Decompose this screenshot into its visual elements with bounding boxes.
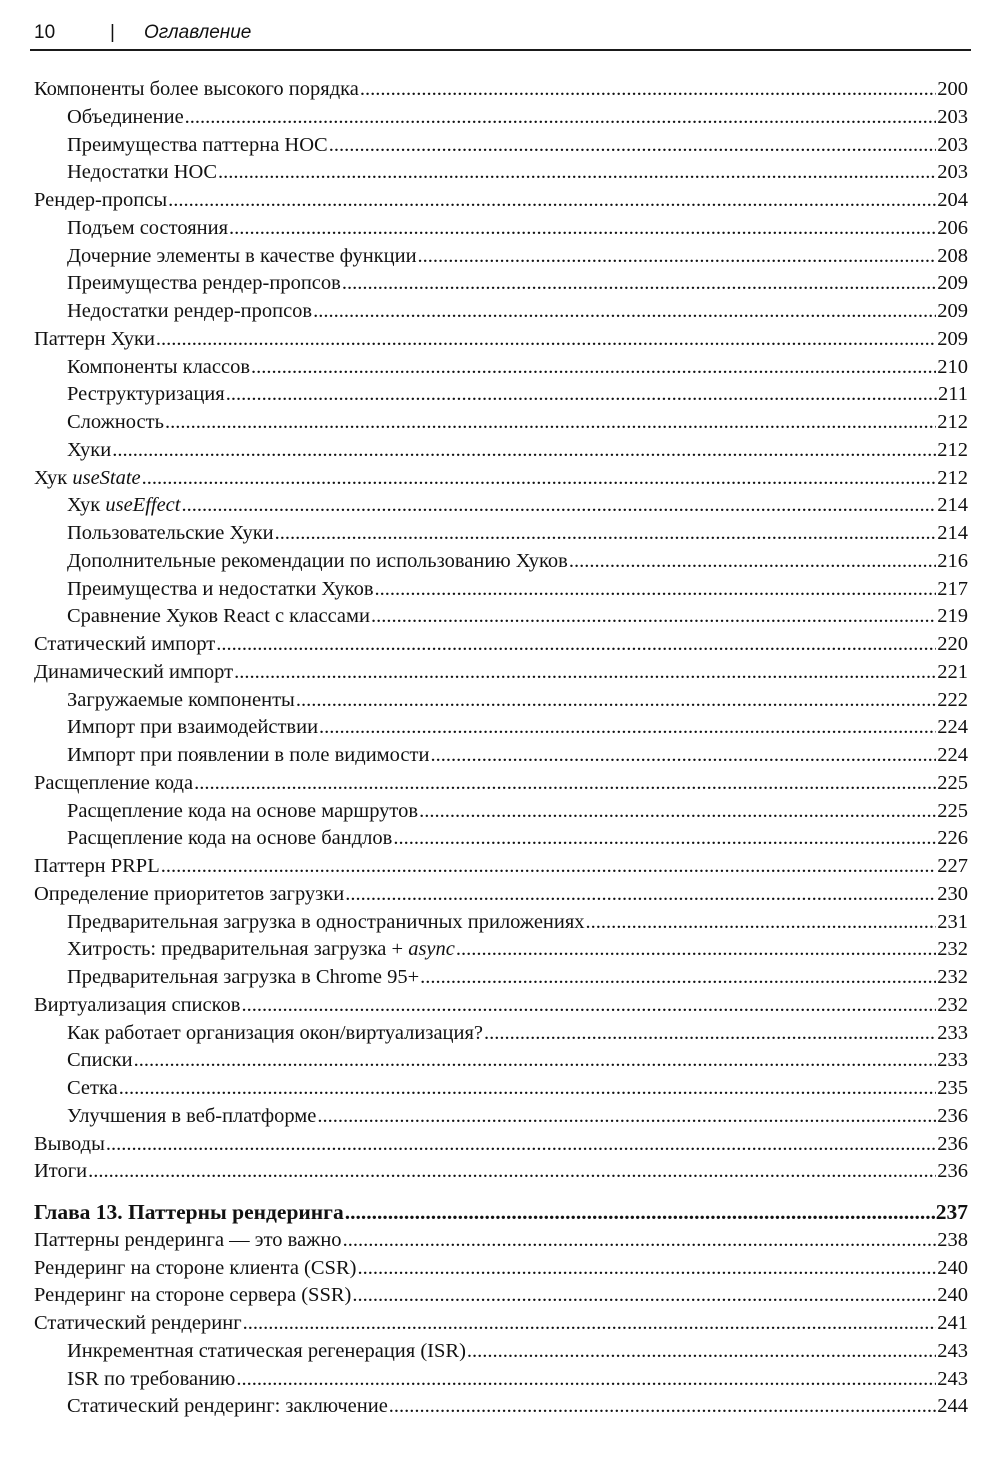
toc-entry[interactable] <box>34 825 968 853</box>
toc-entry-title: Списки <box>67 1049 133 1072</box>
toc-entry-page: 224 <box>937 716 968 739</box>
toc-entry[interactable] <box>34 1366 968 1394</box>
toc-entry-title: Подъем состояния <box>67 216 228 239</box>
toc-entry[interactable] <box>34 1103 968 1131</box>
toc-entry[interactable] <box>34 548 968 576</box>
toc-entry[interactable] <box>34 1131 968 1159</box>
toc-entry-title: Загружаемые компоненты <box>67 688 295 711</box>
toc-entry-page: 203 <box>937 133 968 156</box>
toc-leader-dots <box>420 964 936 992</box>
toc-leader-dots <box>194 770 936 798</box>
toc-entry[interactable] <box>34 659 968 687</box>
toc-entry-page: 204 <box>937 189 968 211</box>
toc-leader-dots <box>345 1199 935 1227</box>
section-title: Оглавление <box>144 22 252 43</box>
toc-leader-dots <box>216 631 936 659</box>
toc-entry-title: Определение приоритетов загрузки <box>34 882 345 905</box>
toc-leader-dots <box>430 742 936 770</box>
toc-entry-page: 237 <box>935 1200 968 1224</box>
toc-entry[interactable] <box>34 1338 968 1366</box>
toc-entry-title: Улучшения в веб-платформе <box>67 1104 317 1127</box>
toc-entry-title: Импорт при появлении в поле видимости <box>67 744 430 766</box>
toc-entry-title: Статический импорт <box>34 633 216 655</box>
toc-entry-title: Компоненты классов <box>67 355 251 378</box>
toc-entry-page: 236 <box>937 1104 968 1127</box>
toc-entry-page: 240 <box>937 1284 968 1307</box>
toc-entry[interactable] <box>34 492 968 520</box>
toc-entry-title: Сетка <box>67 1077 118 1099</box>
toc-leader-dots <box>418 243 937 271</box>
toc-entry-page: 227 <box>937 855 968 877</box>
toc-entry-title: Динамический импорт <box>34 660 234 683</box>
toc-entry-page: 200 <box>937 78 968 100</box>
toc-entry-page: 236 <box>937 1132 968 1155</box>
page-number: 10 <box>34 22 56 43</box>
toc-entry[interactable] <box>34 936 968 964</box>
toc-entry-title: Недостатки рендер-пропсов <box>67 300 313 322</box>
toc-entry-title: Преимущества паттерна HOC <box>67 133 328 156</box>
toc-entry-title: Паттерн PRPL <box>34 855 160 877</box>
toc-entry-page: 212 <box>937 411 968 433</box>
toc-entry-page: 203 <box>937 105 968 128</box>
toc-entry-page: 232 <box>937 938 968 961</box>
toc-leader-dots <box>226 381 937 409</box>
toc-entry[interactable] <box>34 742 968 770</box>
toc-entry[interactable] <box>34 326 968 354</box>
toc-leader-dots <box>241 992 936 1020</box>
toc-entry-title: Расщепление кода <box>34 771 194 794</box>
toc-entry[interactable] <box>34 1282 968 1310</box>
page-header <box>34 22 970 48</box>
toc-entry-page: 232 <box>937 993 968 1016</box>
toc-entry-title: Паттерны рендеринга — это важно <box>34 1228 342 1251</box>
toc-entry-title: Недостатки HOC <box>67 161 217 184</box>
toc-entry[interactable] <box>34 298 968 326</box>
toc-entry-title-text: Хук <box>34 466 73 489</box>
toc-entry-title: Итоги <box>34 1160 88 1183</box>
toc-leader-dots <box>467 1338 936 1366</box>
toc-leader-dots <box>106 1131 936 1159</box>
toc-leader-dots <box>181 492 936 520</box>
toc-entry[interactable] <box>34 76 968 104</box>
toc-entry-title: Сложность <box>67 411 164 433</box>
toc-leader-dots <box>156 326 936 354</box>
toc-entry-page: 225 <box>937 771 968 794</box>
toc-leader-dots <box>275 520 937 548</box>
toc-leader-dots <box>168 187 936 215</box>
toc-entry-page: 209 <box>937 272 968 295</box>
toc-entry-page: 206 <box>937 216 968 239</box>
toc-leader-dots <box>375 576 937 604</box>
toc-entry-page: 221 <box>937 660 968 683</box>
toc-entry-title: Расщепление кода на основе бандлов <box>67 827 393 850</box>
toc-entry-page: 238 <box>937 1228 968 1251</box>
toc-entry-page: 214 <box>937 522 968 544</box>
toc-entry-page: 243 <box>937 1367 968 1390</box>
toc-entry-title: Дочерние элементы в качестве функции <box>67 244 417 267</box>
toc-leader-dots <box>161 853 937 881</box>
toc-entry[interactable] <box>34 576 968 604</box>
toc-entry-title-code: async <box>408 938 455 961</box>
toc-leader-dots <box>389 1393 936 1421</box>
toc-entry-page: 212 <box>937 438 968 461</box>
toc-entry-title: Преимущества рендер-пропсов <box>67 272 341 295</box>
toc-leader-dots <box>88 1158 936 1186</box>
toc-leader-dots <box>313 298 936 326</box>
toc-leader-dots <box>342 270 936 298</box>
toc-leader-dots <box>229 215 936 243</box>
toc-entry-title: Пользовательские Хуки <box>67 522 274 544</box>
toc-entry-page: 203 <box>937 161 968 184</box>
toc-entry[interactable] <box>34 520 968 548</box>
toc-entry-title-code: useState <box>72 466 141 489</box>
toc-entry-title <box>67 492 180 520</box>
toc-leader-dots <box>218 159 936 187</box>
toc-leader-dots <box>185 104 937 132</box>
toc-entry-title: Импорт при взаимодействии <box>67 716 319 739</box>
toc-entry-page: 230 <box>937 882 968 905</box>
toc-leader-dots <box>319 714 936 742</box>
toc-entry[interactable] <box>34 687 968 715</box>
toc-entry-page: 233 <box>937 1049 968 1072</box>
toc-entry-page: 236 <box>937 1160 968 1183</box>
toc-entry-page: 231 <box>937 910 968 933</box>
toc-entry-title: Выводы <box>34 1132 105 1155</box>
toc-entry[interactable] <box>34 881 968 909</box>
toc-leader-dots <box>251 354 936 382</box>
toc-entry-title: Рендеринг на стороне сервера (SSR) <box>34 1284 352 1307</box>
toc-entry-page: 210 <box>937 355 968 378</box>
toc-entry-page: 232 <box>937 966 968 988</box>
toc-entry-title: Инкрементная статическая регенерация (ISR) <box>67 1339 466 1362</box>
toc-entry-page: 243 <box>937 1339 968 1362</box>
toc-entry-title: Виртуализация списков <box>34 993 241 1016</box>
toc-entry-title-text: Хук <box>67 494 106 517</box>
toc-leader-dots <box>343 1227 937 1255</box>
toc-entry-title: Объединение <box>67 105 184 128</box>
toc-entry[interactable] <box>34 409 968 437</box>
toc-entry-page: 212 <box>937 466 968 489</box>
toc-entry-title-text: Хитрость: предварительная загрузка + <box>67 938 409 961</box>
toc-entry-page: 219 <box>937 605 968 628</box>
toc-entry-page: 208 <box>937 244 968 267</box>
toc-leader-dots <box>371 603 936 631</box>
toc-entry-title: Статический рендеринг: заключение <box>67 1395 388 1418</box>
toc-entry-title: Преимущества и недостатки Хуков <box>67 577 374 600</box>
toc-chapter-entry[interactable] <box>34 1199 968 1227</box>
toc-entry[interactable] <box>34 798 968 826</box>
toc-entry[interactable] <box>34 853 968 881</box>
toc-entry-title: Рендеринг на стороне клиента (CSR) <box>34 1256 357 1279</box>
toc-entry-page: 209 <box>937 327 968 350</box>
toc-leader-dots <box>234 659 936 687</box>
toc-entry-title: Статический рендеринг <box>34 1312 242 1334</box>
toc-leader-dots <box>329 132 937 160</box>
toc-entry[interactable] <box>34 270 968 298</box>
toc-leader-dots <box>243 1310 937 1338</box>
toc-leader-dots <box>360 76 936 104</box>
toc-entry-title: Предварительная загрузка в Chrome 95+ <box>67 966 420 988</box>
toc-entry-title <box>34 465 141 493</box>
toc-entry-page: 220 <box>937 633 968 655</box>
toc-entry-page: 241 <box>937 1312 968 1334</box>
toc-entry-title: Расщепление кода на основе маршрутов <box>67 799 419 822</box>
toc-entry[interactable] <box>34 631 968 659</box>
toc-entry[interactable] <box>34 437 968 465</box>
toc-leader-dots <box>586 909 937 937</box>
toc-entry[interactable] <box>34 992 968 1020</box>
toc-entry-page: 233 <box>937 1021 968 1044</box>
toc-entry-title: Рендер-пропсы <box>34 189 168 211</box>
toc-entry[interactable] <box>34 354 968 382</box>
toc-entry-title: Реструктуризация <box>67 383 225 406</box>
toc-leader-dots <box>296 687 936 715</box>
toc-entry-page: 214 <box>937 494 968 517</box>
toc-leader-dots <box>352 1282 936 1310</box>
toc-entry-title: Компоненты более высокого порядка <box>34 78 359 100</box>
toc-entry-title: Хуки <box>67 438 112 461</box>
toc-entry-page: 225 <box>937 799 968 822</box>
toc-entry[interactable] <box>34 603 968 631</box>
toc-entry[interactable] <box>34 215 968 243</box>
toc-entry[interactable] <box>34 1158 968 1186</box>
toc-entry-title: Глава 13. Паттерны рендеринга <box>34 1200 344 1224</box>
toc-entry-title-code: useEffect <box>105 494 181 517</box>
toc-leader-dots <box>484 1020 936 1048</box>
toc-entry[interactable] <box>34 1075 968 1103</box>
toc-entry[interactable] <box>34 1310 968 1338</box>
toc-leader-dots <box>569 548 936 576</box>
toc-leader-dots <box>134 1047 937 1075</box>
toc-entry[interactable] <box>34 714 968 742</box>
toc-entry-page: 209 <box>937 300 968 322</box>
toc-entry[interactable] <box>34 770 968 798</box>
toc-leader-dots <box>142 465 937 493</box>
toc-entry[interactable] <box>34 909 968 937</box>
toc-leader-dots <box>236 1366 936 1394</box>
toc-leader-dots <box>419 798 936 826</box>
toc-entry[interactable] <box>34 1393 968 1421</box>
toc-entry[interactable] <box>34 381 968 409</box>
toc-leader-dots <box>165 409 936 437</box>
toc-entry[interactable] <box>34 1227 968 1255</box>
toc-entry-page: 222 <box>937 688 968 711</box>
toc-entry-page: 211 <box>938 383 968 406</box>
toc-entry[interactable] <box>34 187 968 215</box>
toc-leader-dots <box>317 1103 936 1131</box>
header-rule <box>30 49 971 51</box>
toc-entry-title: Сравнение Хуков React с классами <box>67 605 370 628</box>
toc-entry-title: Дополнительные рекомендации по использованию Хуков <box>67 549 568 572</box>
toc-entry-page: 240 <box>937 1256 968 1279</box>
header-separator: | <box>110 22 115 43</box>
toc-entry[interactable] <box>34 104 968 132</box>
table-of-contents <box>34 76 968 1421</box>
toc-entry-page: 226 <box>937 827 968 850</box>
toc-leader-dots <box>345 881 936 909</box>
toc-entry[interactable] <box>34 1047 968 1075</box>
toc-leader-dots <box>456 936 936 964</box>
toc-entry-page: 217 <box>937 577 968 600</box>
toc-entry-page: 244 <box>937 1395 968 1418</box>
toc-entry-title: Как работает организация окон/виртуализация? <box>67 1021 484 1044</box>
toc-leader-dots <box>119 1075 937 1103</box>
toc-entry[interactable] <box>34 1020 968 1048</box>
toc-entry-page: 235 <box>937 1077 968 1099</box>
toc-entry-title <box>67 936 455 964</box>
toc-entry-title: Предварительная загрузка в одностраничных приложениях <box>67 910 585 933</box>
toc-entry-title: ISR по требованию <box>67 1367 236 1390</box>
toc-entry[interactable] <box>34 243 968 271</box>
toc-entry[interactable] <box>34 132 968 160</box>
toc-entry-title: Паттерн Хуки <box>34 327 155 350</box>
toc-leader-dots <box>393 825 936 853</box>
toc-entry[interactable] <box>34 159 968 187</box>
toc-entry[interactable] <box>34 964 968 992</box>
toc-leader-dots <box>357 1255 936 1283</box>
toc-entry-page: 224 <box>937 744 968 766</box>
toc-entry[interactable] <box>34 465 968 493</box>
toc-leader-dots <box>112 437 936 465</box>
toc-entry[interactable] <box>34 1255 968 1283</box>
toc-entry-page: 216 <box>937 549 968 572</box>
